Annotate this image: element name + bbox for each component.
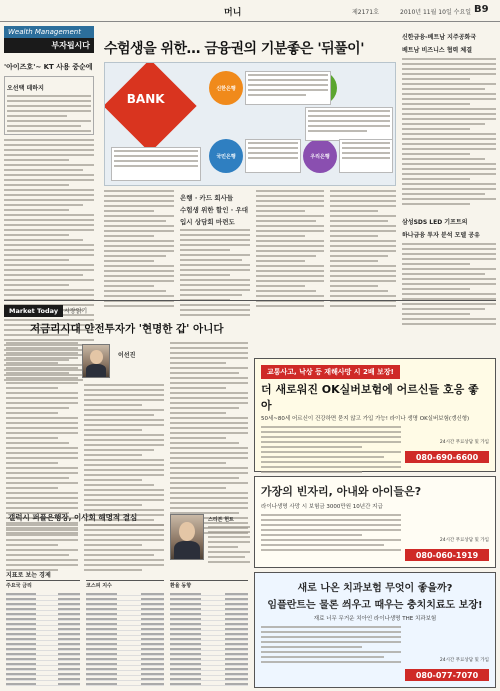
graphic-box-4	[339, 139, 393, 173]
ad-life-insurance	[254, 476, 496, 568]
ad-bot-headline-2: 임플란트는 물론 씌우고 때우는 충치치료도 보장!	[267, 600, 483, 611]
mt-col-4	[6, 524, 78, 571]
mt-col-3	[170, 342, 248, 534]
bank-label: BANK	[126, 91, 165, 106]
article-col-4	[330, 190, 396, 307]
ad-top-tag: 교통사고, 낙상 등 재해사망 시 2배 보장!	[261, 365, 400, 379]
right-heading-2: 베트남 비즈니스 협력 체결	[402, 47, 473, 54]
ad-top-headline: 더 새로워진 OK실버보험에 어르신들 호응 좋아	[261, 383, 479, 412]
ad-mid-desc: 라이나생명 사망 시 보험금 3000만원 10년간 지급	[261, 504, 383, 510]
table-fx-title: 환율 동향	[170, 583, 192, 589]
article-col-3	[256, 190, 324, 307]
right-heading-3: 삼성SDS LED 기프트의	[402, 219, 468, 226]
article-subhead-2: 수험생 위한 할인 · 우대	[180, 206, 249, 214]
right-heading-4: 하나금융 투자 분석 모델 공유	[402, 232, 480, 239]
article-col-1	[104, 190, 174, 307]
right-heading-1: 신한금융-베트남 지주공화국	[402, 34, 477, 41]
left-box	[4, 76, 94, 135]
section-title: 머니	[224, 8, 242, 18]
ad-mid-body	[255, 514, 495, 551]
left-column-title: '아이즈호'~ KT 사용 중순에	[4, 63, 93, 71]
author-photo-1	[82, 344, 110, 378]
table-kospi-title: 코스피 지수	[86, 583, 112, 589]
market-today-sub: 시장읽기	[64, 308, 88, 315]
graphic-box-0	[111, 147, 201, 181]
left-box-text	[7, 95, 91, 132]
ad-bot-headline-1: 새로 나온 치과보험 무엇이 좋을까?	[297, 583, 453, 594]
ad-silver-insurance	[254, 358, 496, 472]
ad-dental-insurance	[254, 572, 496, 688]
table-rates	[6, 580, 80, 686]
ad-bot-free: 24시간 무료상담 및 가입	[439, 658, 489, 663]
market-today-tag: Market Today	[4, 305, 63, 317]
ad-mid-free: 24시간 무료상담 및 가입	[439, 538, 489, 543]
left-box-title: 오선택 데하지	[7, 85, 44, 92]
ad-bot-desc: 재료 너무 무거운 치아인 라이나생명 THE 치과보험	[313, 616, 437, 622]
ad-top-desc: 50세~80세 어르신이 건강하면 묻지 않고 가입 가능! 라이나 생명 OK실버보험(갱신형)	[261, 416, 470, 422]
right-column	[402, 30, 496, 325]
page-header	[0, 0, 500, 22]
second-headline: 갤럭시 퍼플은행장, 이사회 해명적 결심	[8, 513, 138, 522]
badge-line2: 부자됩시다	[4, 38, 94, 53]
ad-top-free: 24시간 무료상담 및 가입	[439, 440, 489, 445]
market-today-headline: 저금리시대 안전투자가 '현명한 갑' 아니다	[30, 323, 224, 335]
bank-sign-icon	[104, 62, 197, 153]
bank-graphic	[104, 62, 396, 186]
table-kospi	[86, 580, 164, 686]
issue-date: 2010년 11월 10일 수요일	[400, 9, 472, 16]
article-col-2	[180, 190, 250, 316]
author-name-2: 스티븐 헌트	[208, 517, 234, 523]
author-name-1: 이선진	[118, 352, 136, 359]
author-photo-2	[170, 514, 204, 560]
circle-shinhan: 신한은행	[209, 71, 243, 105]
graphic-box-2	[305, 107, 393, 141]
circle-kookmin: 국민은행	[209, 139, 243, 173]
graphic-box-1	[245, 71, 331, 105]
issue-number: 제2171호	[352, 9, 379, 16]
main-headline: 수험생을 위한… 금융권의 기분좋은 '뒤풀이'	[104, 41, 364, 57]
mt-col-5	[84, 524, 164, 571]
page-number: B9	[474, 4, 489, 15]
article-subhead-1: 은행 · 카드 회사들	[180, 194, 234, 202]
table-fx	[170, 580, 248, 686]
circle-woori: 우리은행	[303, 139, 337, 173]
article-subhead-3: 입시 상담회 마련도	[180, 218, 235, 226]
table-rates-title: 주요국 금리	[6, 583, 32, 589]
mt-col-1	[6, 342, 78, 534]
wealth-badge	[4, 26, 94, 53]
ad-mid-phone[interactable]: 080-060-1919	[405, 549, 489, 561]
ad-bot-phone[interactable]: 080-077-7070	[405, 669, 489, 681]
section-divider	[4, 300, 496, 301]
graphic-box-3	[245, 139, 301, 173]
mt-col-2	[84, 384, 164, 526]
badge-line1: Wealth Management	[4, 26, 94, 38]
ad-top-phone[interactable]: 080-690-6600	[405, 451, 489, 463]
ad-mid-headline: 가장의 빈자리, 아내와 아이들은?	[261, 485, 422, 498]
tables-title: 지표로 보는 경제	[6, 572, 51, 579]
mt-col-6	[208, 526, 250, 563]
